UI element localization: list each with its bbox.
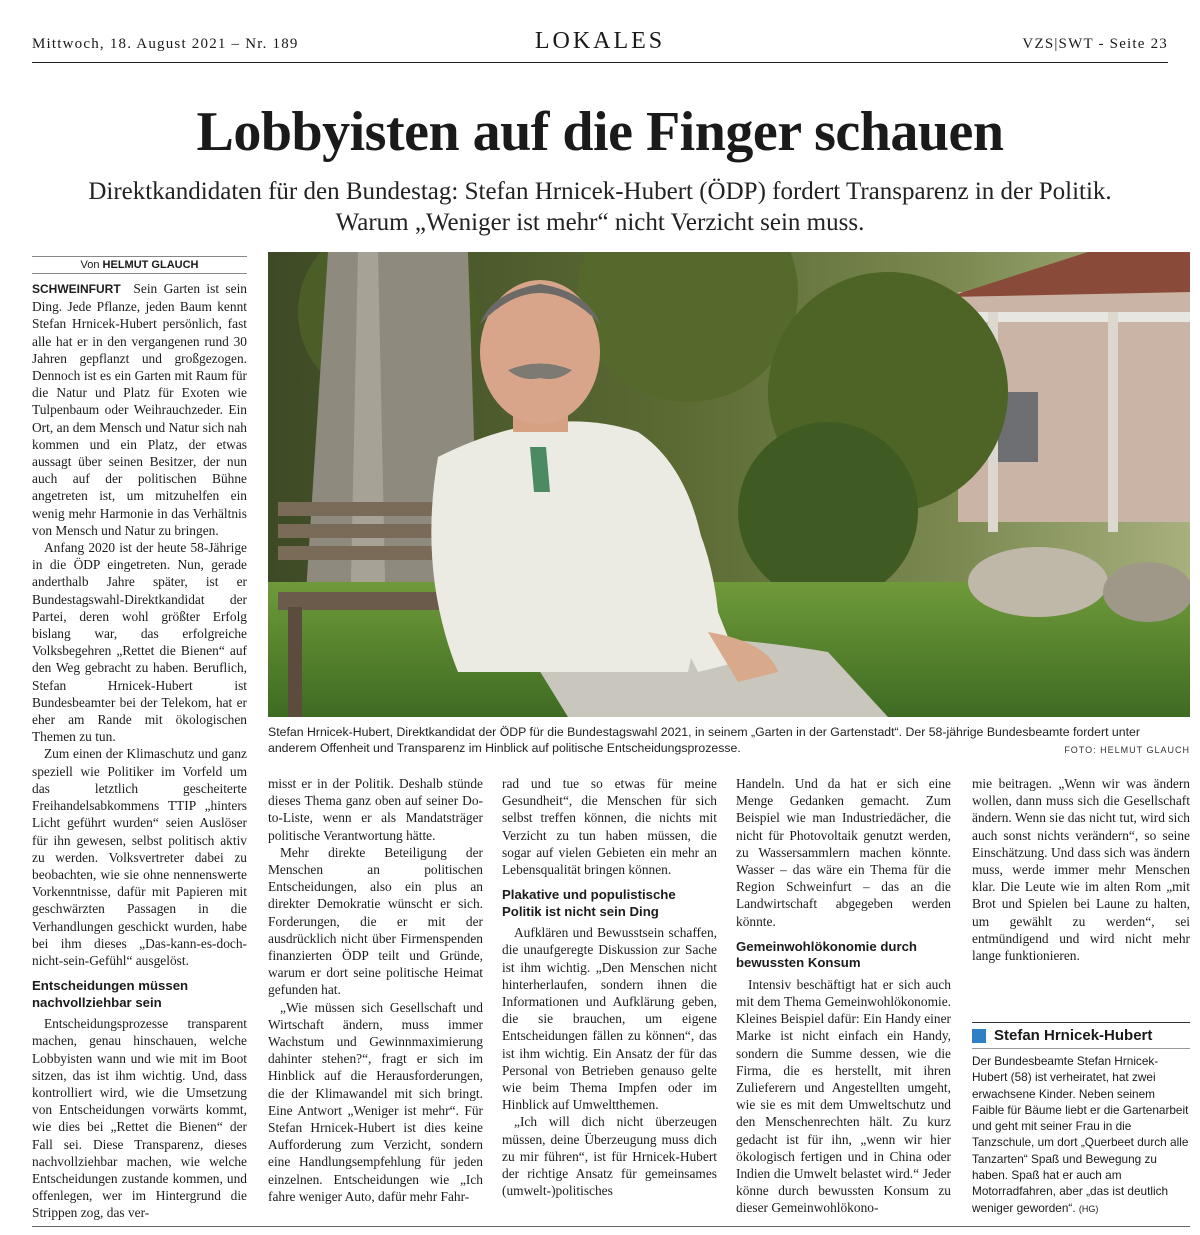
info-box-body — [972, 1053, 1190, 1217]
article-photo — [268, 252, 1190, 717]
byline-author: HELMUT GLAUCH — [102, 259, 199, 271]
paragraph: misst er in der Politik. Deshalb stünde dieses Thema ganz oben auf seiner Do-to-Liste, wenn er als Mandatsträger politische Verantwortung hätte. — [268, 776, 483, 843]
paragraph: Mehr direkte Beteiligung der Menschen an politischen Entscheidungen, also ein plus an direkter Demokratie wünscht er sich. Forderungen, die er mit der ausdrücklich nicht über Firmenspenden finanzierten ÖDP teilt und Gründe, warum er dort seine politische Heimat gefunden hat. — [268, 844, 483, 998]
subheading: Gemeinwohlökonomie durch bewussten Konsum — [736, 938, 917, 971]
subheadline — [30, 176, 1170, 238]
dateline: SCHWEINFURT — [32, 282, 121, 296]
column-3 — [502, 775, 717, 1220]
byline-prefix: Von — [80, 259, 100, 271]
info-box-title — [972, 1022, 1190, 1049]
info-box-title-text: Stefan Hrnicek-Hubert — [994, 1027, 1153, 1044]
info-box-signature: (HG) — [1078, 1203, 1099, 1214]
masthead — [32, 26, 1168, 63]
subheading: Entscheidungen müssen nachvollziehbar sein — [32, 978, 189, 1010]
paragraph: „Wie müssen sich Gesellschaft und Wirtschaft ändern, muss immer Wachstum und Gewinnmaximierung dahinter stehen?“, fragt er sich im Hinblick auf die Herausforderungen, die der Klimawandel mit sich bringt. Eine Antwort „Weniger ist mehr“. Für Stefan Hrnicek-Hubert ist dies keine Aufforderung zum Verzicht, sondern eine Handlungsempfehlung für jeden einzelnen. Entscheidungen wie „Ich fahre weniger Auto, dafür mehr Fahr- — [268, 999, 483, 1204]
paragraph: SCHWEINFURT Sein Garten ist sein Ding. Jede Pflanze, jeden Baum kennt Stefan Hrnicek-Hubert persönlich, fast alle hat er in den vergangenen rund 30 Jahren gepflanzt und großgezogen. Dennoch ist es ein Garten mit Raum für die Natur und Platz für Exoten wie Tulpenbaum oder Weihrauchzeder. Ein Ort, an dem Mensch und Natur sich nah kommen und ein Platz, der etwas aussagt über seinen Besitzer, der nun auch auf der politischen Bühne angetreten ist, um mitzuhelfen ein wenig mehr Harmonie in das Verhältnis von Mensch und Natur zu bringen. — [32, 281, 247, 538]
paragraph: Entscheidungsprozesse transparent machen, genau hinschauen, welche Lobbyisten wann und wie mit im Boot sitzen, das ist ihm wichtig. Und, dass kontrolliert wird, wie die Umsetzung von Entscheidungen vorwärts kommt, wie dies bei „Rettet die Bienen“ der Fall sei. Diese Transparenz, dieses nachvollziehbar machen, wie welche Entscheidungen zustande kommen, und offenlegen, wer im Hintergrund die Strippen zog, das ver- — [32, 1016, 247, 1220]
paragraph: Aufklären und Bewusstsein schaffen, die unaufgeregte Diskussion zur Sache ist ihm wichtig. „Den Menschen nicht hinterherlaufen, sondern ihnen die Informationen und Aufklärung geben, die sie brauchen, um eigene Entscheidungen fällen zu können“, das ist ihm wichtig. Ein Ansatz der für das Personal von Betrieben genauso gelte wie beim Thema Impfen oder im Hinblick auf Umweltthemen. — [502, 925, 717, 1113]
subhead-line-1: Direktkandidaten für den Bundestag: Stefan Hrnicek-Hubert (ÖDP) fordert Transparenz in der Politik. — [88, 178, 1112, 205]
subheading: Plakative und populistische Politik ist nicht sein Ding — [502, 887, 676, 919]
paragraph: mie beitragen. „Wenn wir was ändern wollen, dann muss sich die Gesellschaft ändern. Wenn sie das nicht tut, wird sich auch sonst nichts verändern“, so seine Einschätzung. Und dass sich was ändern muss, werde immer mehr Menschen klar. Die Leute wie im alten Rom „mit Brot und Spielen bei Laune zu halten, um gewählt zu werden“, sei entmündigend und wird nicht mehr lange funktionieren. — [972, 776, 1190, 964]
page-number: VZS|SWT - Seite 23 — [1022, 36, 1168, 52]
paragraph: Zum einen der Klimaschutz und ganz speziell wie Politiker im Vorfeld um das letztlich gescheiterte Freihandelsabkommens TTIP „hinters Licht geführt wurden“ seien Auslöser für ihn gewesen, selbst politisch aktiv zu werden. Volksvertreter dabei zu beobachten, wie sie ohne nennenswerte Vorkenntnisse, dafür mit Papieren mit geschwärzten Passagen in die Verhandlungen geschickt wurden, habe bei ihm dieses „Das-kann-es-doch-nicht-sein-Gefühl“ ausgelöst. — [32, 746, 247, 968]
issue-date: Mittwoch, 18. August 2021 – Nr. 189 — [32, 36, 299, 52]
paragraph: Anfang 2020 ist der heute 58-Jährige in die ÖDP eingetreten. Nun, gerade anderthalb Jahre später, ist er Bundestagswahl-Direktkandidat der Partei, deren wohl größter Erfolg bislang war, das erfolgreiche Volksbegehren „Rettet die Bienen“ auf den Weg gebracht zu haben. Beruflich, Stefan Hrnicek-Hubert ist Bundesbeamter bei der Telekom, hat er eher am Rande mit ökologischen Themen zu tun. — [32, 540, 247, 745]
column-1 — [32, 280, 247, 1220]
paragraph: „Ich will dich nicht überzeugen müssen, deine Überzeugung muss dich zu mir führen“, ist für Hrnicek-Hubert der richtige Ansatz für gemeinsames (umwelt-)politisches — [502, 1114, 717, 1199]
subhead-line-2: Warum „Weniger ist mehr“ nicht Verzicht sein muss. — [335, 209, 865, 236]
column-2 — [268, 775, 483, 1220]
column-5 — [972, 775, 1190, 1015]
section-title: LOKALES — [534, 28, 666, 54]
info-box — [972, 1022, 1190, 1217]
photo-credit: FOTO: HELMUT GLAUCH — [1064, 745, 1190, 755]
headline: Lobbyisten auf die Finger schauen — [196, 101, 1004, 163]
photo-caption: Stefan Hrnicek-Hubert, Direktkandidat der ÖDP für die Bundestagswahl 2021, in seinem „Garten in der Gartenstadt“. Der 58-jährige Bundesbeamte fordert unter anderem Offenheit und Transparenz im Hinblick auf politische Entscheidungsprozesse. — [268, 725, 1140, 755]
info-box-text: Der Bundesbeamte Stefan Hrnicek-Hubert (58) ist verheiratet, hat zwei erwachsene Kinder. Neben seinem Faible für Bäume liebt er die Gartenarbeit und geht mit seiner Frau in die Tanzschule, um dort „Querbeet durch alle Tanzarten“ Spaß und Bewegung zu haben. Spaß hat er auch am Motorradfahren, aber „das ist deutlich weniger geworden“. — [972, 1054, 1189, 1215]
paragraph: Handeln. Und da hat er sich eine Menge Gedanken gemacht. Zum Beispiel wie man Industriedächer, die nicht für Photovoltaik genutzt werden, zu Wassersammlern machen könnte. Wasser – das wäre ein Thema für die Region Schweinfurt – das an die Landwirtschaft abgegeben werden könnte. — [736, 776, 951, 929]
bottom-rule — [32, 1226, 1190, 1227]
paragraph: Intensiv beschäftigt hat er sich auch mit dem Thema Gemeinwohlökonomie. Kleines Beispiel dafür: Ein Handy einer Marke ist nicht einfach ein Handy, sondern die Summe dessen, wie die Firma, die es herstellt, mit ihren Zulieferern und Angestellten umgeht, wie sie es mit dem Umweltschutz und den Menschenrechten hält. Zu kurz gedacht ist für ihn, „wenn wir hier ökologisch fertigen und in China oder Indien die Umwelt belastet wird.“ Jeder könne durch bewussten Konsum zu dieser Gemeinwohlökono- — [736, 976, 951, 1216]
column-4 — [736, 775, 951, 1220]
paragraph: rad und tue so etwas für meine Gesundheit“, die Menschen für sich selbst treffen können, die nichts mit Verzicht zu tun haben müssen, die sogar auf vielen Gebieten ein mehr an Lebensqualität bringen können. — [502, 776, 717, 878]
square-icon — [972, 1029, 986, 1043]
byline — [32, 256, 247, 274]
